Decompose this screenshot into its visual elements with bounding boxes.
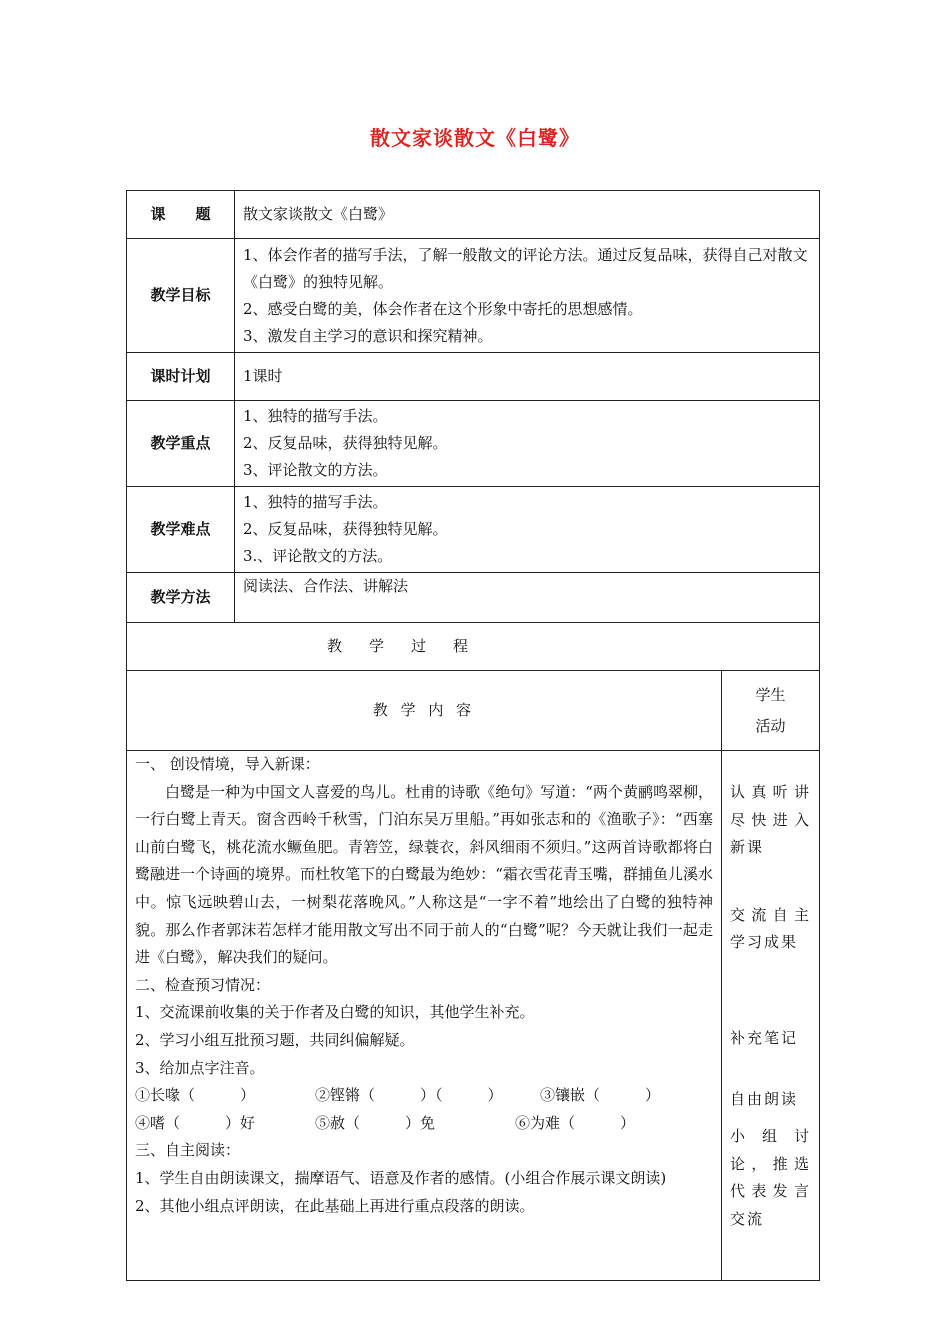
content-header: 教 学 内 容	[127, 671, 722, 751]
phonetic-4: ④嗜（ ）好	[135, 1113, 256, 1132]
topic-text: 散文家谈散文《白鹭》	[243, 205, 394, 223]
phonetic-6: ⑥为难（ ）	[515, 1113, 636, 1132]
teaching-content	[127, 751, 722, 1281]
value-schedule	[235, 353, 820, 401]
preview-item-2: 2、学习小组互批预习题，共同纠偏解疑。	[135, 1030, 415, 1049]
preview-item-3: 3、给加点字注音。	[135, 1058, 265, 1077]
row-key-points	[127, 401, 820, 487]
row-methods	[127, 573, 820, 623]
activity-4: 自由朗读	[730, 1089, 799, 1108]
key-point-2: 2、反复品味，获得独特见解。	[243, 434, 448, 452]
label-topic: 课 题	[127, 191, 235, 239]
phonetic-2: ②铿锵（ ）（ ）	[315, 1086, 503, 1105]
activity-header-line-2: 活动	[755, 716, 786, 735]
label-methods: 教学方法	[127, 573, 235, 623]
value-topic	[235, 191, 820, 239]
process-header: 教 学 过 程	[127, 623, 820, 671]
intro-paragraph: 白鹭是一种为中国文人喜爱的鸟儿。杜甫的诗歌《绝句》写道：“两个黄鹂鸣翠柳，一行白鹭上青天。窗含西岭千秋雪，门泊东吴万里船。”再如张志和的《渔歌子》：“西塞山前白鹭飞，桃花流水鳜鱼肥。青箬笠，绿蓑衣，斜风细雨不须归。”这两首诗歌都将白鹭融进一个诗画的境界。而杜牧笔下的白鹭最为绝妙：“霜衣雪花青玉嘴，群捕鱼儿溪水中。惊飞远映碧山去，一树梨花落晚风。”人称这是“一字不着”地绘出了白鹭的独特神貌。那么作者郭沫若怎样才能用散文写出不同于前人的“白鹭”呢？今天就让我们一起走进《白鹭》，解决我们的疑问。	[135, 782, 713, 967]
section-3-heading: 三、自主阅读：	[135, 1141, 241, 1160]
activity-1: 认真听讲尽快进入新课	[730, 783, 812, 857]
phonetic-row-1	[135, 1082, 713, 1110]
phonetic-1: ①长喙（ ）	[135, 1086, 256, 1105]
row-difficulties	[127, 487, 820, 573]
label-schedule: 课时计划	[127, 353, 235, 401]
label-objectives: 教学目标	[127, 239, 235, 353]
label-difficulties: 教学难点	[127, 487, 235, 573]
phonetic-3: ③镶嵌（ ）	[540, 1086, 661, 1105]
key-point-3: 3、评论散文的方法。	[243, 461, 388, 479]
row-schedule	[127, 353, 820, 401]
objective-1: 1、体会作者的描写手法，了解一般散文的评论方法。通过反复品味，获得自己对散文《白鹭》的独特见解。	[243, 245, 808, 291]
section-2-heading: 二、检查预习情况：	[135, 975, 271, 994]
difficulty-2: 2、反复品味，获得独特见解。	[243, 520, 448, 538]
value-objectives	[235, 239, 820, 353]
row-content-header	[127, 671, 820, 751]
label-key-points: 教学重点	[127, 401, 235, 487]
phonetic-row-2	[135, 1110, 713, 1138]
section-1-heading: 一、 创设情境，导入新课：	[135, 755, 320, 773]
activity-3: 补充笔记	[730, 1028, 799, 1047]
value-difficulties	[235, 487, 820, 573]
phonetic-5: ⑤赦（ ）免	[315, 1113, 436, 1132]
difficulty-3: 3.、评论散文的方法。	[243, 547, 393, 565]
schedule-text: 1课时	[243, 367, 283, 385]
reading-item-1: 1、学生自由朗读课文，揣摩语气、语意及作者的感情。(小组合作展示课文朗读)	[135, 1168, 667, 1187]
row-topic	[127, 191, 820, 239]
row-process-header	[127, 623, 820, 671]
preview-item-1: 1、交流课前收集的关于作者及白鹭的知识，其他学生补充。	[135, 1003, 535, 1022]
row-objectives	[127, 239, 820, 353]
activity-5: 小组讨论，推选代表发言交流	[730, 1127, 812, 1228]
activity-2: 交流自主学习成果	[730, 905, 812, 952]
objective-2: 2、感受白鹭的美，体会作者在这个形象中寄托的思想感情。	[243, 299, 643, 318]
value-key-points	[235, 401, 820, 487]
reading-item-2: 2、其他小组点评朗读，在此基础上再进行重点段落的朗读。	[135, 1196, 535, 1215]
difficulty-1: 1、独特的描写手法。	[243, 493, 388, 511]
objective-3: 3、激发自主学习的意识和探究精神。	[243, 326, 493, 345]
student-activities	[722, 751, 820, 1281]
page-title: 散文家谈散文《白鹭》	[370, 126, 580, 150]
lesson-plan-table	[126, 190, 820, 1281]
methods-text: 阅读法、合作法、讲解法	[243, 577, 409, 595]
row-process-content	[127, 751, 820, 1281]
key-point-1: 1、独特的描写手法。	[243, 407, 388, 425]
activity-header	[722, 671, 820, 751]
value-methods	[235, 573, 820, 623]
activity-header-line-1: 学生	[755, 685, 786, 704]
